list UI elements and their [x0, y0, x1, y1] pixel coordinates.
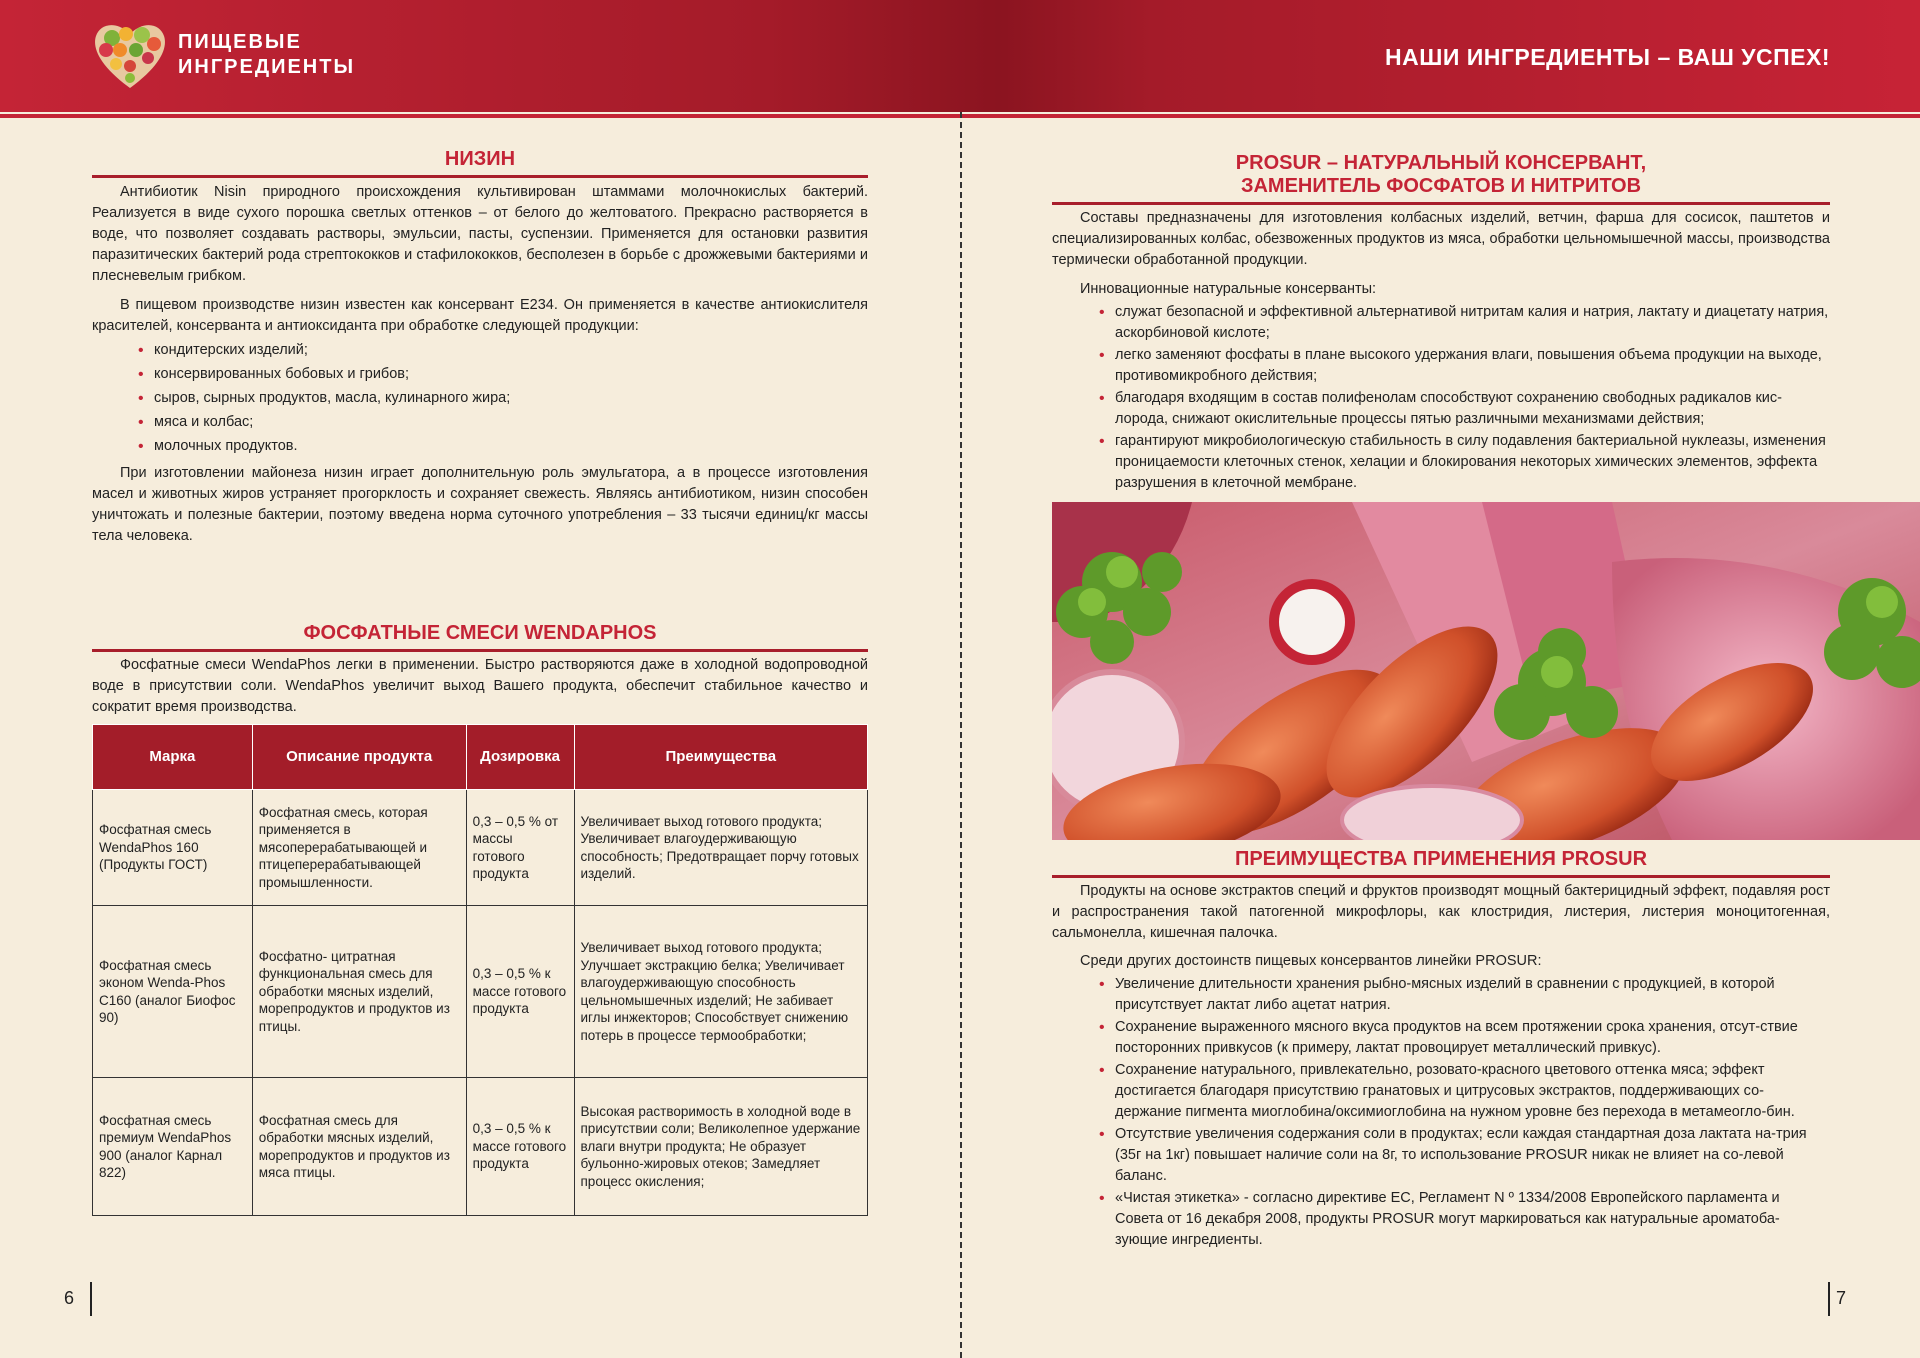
brand-name	[178, 30, 355, 80]
list-item: • служат безопасной и эффективной альтернативой нитритам калия и натрия, лактату и диацетату натрия, аскорбиновой кислоте;	[1115, 302, 1830, 344]
table-cell: Фосфатная смесь эконом Wenda-Phos C160 (аналог Биофос 90)	[93, 906, 253, 1078]
prosur-title-line-1: PROSUR – НАТУРАЛЬНЫЙ КОНСЕРВАНТ,	[1235, 152, 1647, 174]
advantages-list	[1115, 974, 1830, 1251]
advantages-section	[1052, 848, 1830, 1251]
table-row	[93, 790, 868, 906]
advantages-title: ПРЕИМУЩЕСТВА ПРИМЕНЕНИЯ PROSUR	[1052, 848, 1830, 878]
column-header: Преимущества	[574, 725, 868, 790]
list-item: • благодаря входящим в состав полифенолам способствуют сохранению свободных радикалов кис-лорода, снижают окислительные процессы пятью различными механизмами действия;	[1115, 388, 1830, 430]
table-cell: 0,3 – 0,5 % от массы готового продукта	[466, 790, 574, 906]
list-item: • гарантируют микробиологическую стабильность в силу подавления бактериальной нуклеазы, изменения проницаемости клеточных стенок, хелации и блокирования некоторых химических элементов, эффекта разрушения в клеточной мембране.	[1115, 431, 1830, 494]
list-item: • молочных продуктов.	[154, 436, 868, 457]
sausages-illustration	[1052, 502, 1920, 840]
nisin-list	[154, 340, 868, 457]
prosur-paragraph-2: Инновационные натуральные консерванты:	[1080, 281, 1377, 297]
page-fold-line	[960, 112, 962, 1358]
table-cell: Фосфатная смесь для обработки мясных изделий, морепродуктов и продуктов из мяса птицы.	[252, 1078, 466, 1216]
page-number-divider	[1828, 1282, 1830, 1316]
wendaphos-paragraph: Фосфатные смеси WendaPhos легки в применении. Быстро растворяются даже в холодной водопроводной воде в присутствии соли. WendaPhos увеличит выход Вашего продукта, обеспечит стабильное качество и сократит время производства.	[92, 657, 868, 715]
brand-line-1: ПИЩЕВЫЕ	[178, 31, 302, 53]
list-item: • «Чистая этикетка» - согласно директиве ЕС, Регламент N º 1334/2008 Европейского парламента и Совета от 16 декабря 2008, продукты PROSUR могут маркироваться как натуральные ароматоба-зующие ингредиенты.	[1115, 1188, 1830, 1251]
table-cell: Фосфатная смесь, которая применяется в мясоперерабатывающей и птицеперерабатывающей промышленности.	[252, 790, 466, 906]
advantages-paragraph-2: Среди других достоинств пищевых консервантов линейки PROSUR:	[1080, 953, 1542, 969]
wendaphos-table	[92, 724, 868, 1216]
table-cell: 0,3 – 0,5 % к массе готового продукта	[466, 906, 574, 1078]
prosur-paragraph-1: Составы предназначены для изготовления колбасных изделий, ветчин, фарша для сосисок, паштетов и специализированных колбас, обезвоженных продуктов из мяса, обработки цельномышечной массы, производства термически обработанной продукции.	[1052, 210, 1830, 268]
prosur-list	[1115, 302, 1830, 494]
list-item: • консервированных бобовых и грибов;	[154, 364, 868, 385]
list-item: • Увеличение длительности хранения рыбно-мясных изделий в сравнении с продукцией, в которой присутствует лактат либо ацетат натрия.	[1115, 974, 1830, 1016]
page-number-divider	[90, 1282, 92, 1316]
wendaphos-title: ФОСФАТНЫЕ СМЕСИ WENDAPHOS	[92, 622, 868, 652]
list-item: • мяса и колбас;	[154, 412, 868, 433]
advantages-paragraph-1: Продукты на основе экстрактов специй и фруктов производят мощный бактерицидный эффект, подавляя рост и распространения такой патогенной микрофлоры, как клостридия, листерия, листерия моноцитогенная, сальмонелла, кишечная палочка.	[1052, 883, 1830, 941]
table-cell: Увеличивает выход готового продукта; Улучшает экстракцию белка; Увеличивает влагоудерживающую способность цельномышечных изделий; Не забивает иглы инжекторов; Способствует снижению потерь в процессе термообработки;	[574, 906, 868, 1078]
column-header: Дозировка	[466, 725, 574, 790]
list-item: • сыров, сырных продуктов, масла, кулинарного жира;	[154, 388, 868, 409]
brand-line-2: ИНГРЕДИЕНТЫ	[178, 56, 356, 78]
table-cell: Высокая растворимость в холодной воде в присутствии соли; Великолепное удержание влаги внутри продукта; Не образует бульонно-жировых отеков; Замедляет процесс окисления;	[574, 1078, 868, 1216]
page-number-right: 7	[1836, 1288, 1847, 1308]
nisin-paragraph-3: При изготовлении майонеза низин играет дополнительную роль эмульгатора, а в процессе изготовления масел и животных жиров устраняет прогорклость и сохраняет свежесть. Являясь антибиотиком, низин способен уничтожать и полезные бактерии, поэтому введена норма суточного употребления – 33 тысячи единиц/кг массы тела человека.	[92, 465, 868, 544]
table-row	[93, 1078, 868, 1216]
list-item: • Сохранение натурального, привлекательно, розовато-красного цветового оттенка мяса; эффект достигается благодаря присутствию гранатовых и цитрусовых экстрактов, поддерживающих со-держание пигмента миоглобина/оксимиоглобина на нужном уровне без перехода в метамеогло-бин.	[1115, 1060, 1830, 1123]
nisin-paragraph-2: В пищевом производстве низин известен как консервант Е234. Он применяется в качестве антиокислителя красителей, консерванта и антиоксиданта при обработке следующей продукции:	[92, 297, 868, 334]
table-cell: Увеличивает выход готового продукта; Увеличивает влагоудерживающую способность; Предотвращает порчу готовых изделий.	[574, 790, 868, 906]
table-header-row	[93, 725, 868, 790]
table-cell: 0,3 – 0,5 % к массе готового продукта	[466, 1078, 574, 1216]
heart-of-produce-logo-icon	[90, 18, 170, 90]
prosur-title	[1052, 152, 1830, 205]
table-cell: Фосфатная смесь премиум WendaPhos 900 (аналог Карнал 822)	[93, 1078, 253, 1216]
prosur-title-line-2: ЗАМЕНИТЕЛЬ ФОСФАТОВ И НИТРИТОВ	[1240, 175, 1642, 197]
table-cell: Фосфатно- цитратная функциональная смесь для обработки мясных изделий, морепродуктов и продуктов из птицы.	[252, 906, 466, 1078]
column-header: Описание продукта	[252, 725, 466, 790]
sausages-photo	[1052, 502, 1920, 840]
list-item: • легко заменяют фосфаты в плане высокого удержания влаги, повышения объема продукции на выходе, противомикробного действия;	[1115, 345, 1830, 387]
table-row	[93, 906, 868, 1078]
header-slogan: НАШИ ИНГРЕДИЕНТЫ – ВАШ УСПЕХ!	[1385, 44, 1830, 70]
nisin-section	[92, 148, 868, 547]
list-item: • Отсутствие увеличения содержания соли в продуктах; если каждая стандартная доза лактата на-трия (35г на 1кг) повышает наличие соли на 8г, то использование PROSUR никак не влияет на со-левой баланс.	[1115, 1124, 1830, 1187]
nisin-paragraph-1: Антибиотик Nisin природного происхождения культивирован штаммами молочнокислых бактерий. Реализуется в виде сухого порошка светлых оттенков – от белого до желтоватого. Прекрасно растворяется в воде, что позволяет создавать растворы, эмульсии, пасты, суспензии. Применяется для остановки развития паразитических бактерий рода стрептококков и стафилококков, бесполезен в борьбе с дрожжевыми бактериями и плесневелым грибком.	[92, 184, 868, 284]
table-cell: Фосфатная смесь WendaPhos 160 (Продукты ГОСТ)	[93, 790, 253, 906]
list-item: • Сохранение выраженного мясного вкуса продуктов на всем протяжении срока хранения, отсут-ствие посторонних привкусов (к примеру, лактат провоцирует металлический привкус).	[1115, 1017, 1830, 1059]
column-header: Марка	[93, 725, 253, 790]
page-number-left: 6	[64, 1288, 75, 1308]
list-item: • кондитерских изделий;	[154, 340, 868, 361]
nisin-title: НИЗИН	[92, 148, 868, 178]
wendaphos-section	[92, 622, 868, 718]
prosur-section	[1052, 152, 1830, 494]
